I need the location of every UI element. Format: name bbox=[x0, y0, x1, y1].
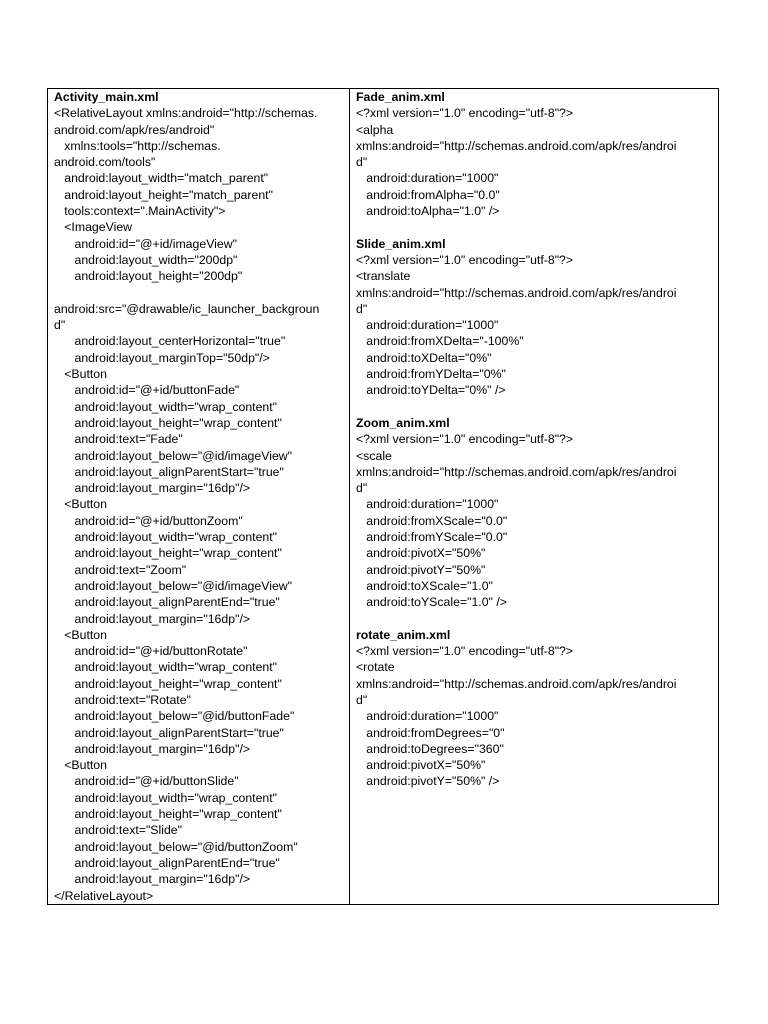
code-line: android:layout_height="wrap_content" bbox=[54, 415, 282, 430]
code-line: android:id="@+id/buttonSlide" bbox=[54, 774, 239, 789]
code-line: d" bbox=[356, 692, 368, 707]
code-line: android:layout_centerHorizontal="true" bbox=[54, 334, 286, 349]
code-line: android:duration="1000" bbox=[356, 497, 499, 512]
code-line: d" bbox=[356, 301, 368, 316]
code-line: android:toDegrees="360" bbox=[356, 741, 504, 756]
code-line: xmlns:tools="http://schemas. bbox=[54, 138, 221, 153]
code-line: <alpha bbox=[356, 122, 394, 137]
section-title: Slide_anim.xml bbox=[356, 236, 446, 251]
code-line: android:layout_height="200dp" bbox=[54, 269, 243, 284]
code-line: android:id="@+id/imageView" bbox=[54, 236, 237, 251]
code-line: <translate bbox=[356, 269, 411, 284]
code-line: android.com/tools" bbox=[54, 155, 156, 170]
code-line: android:id="@+id/buttonZoom" bbox=[54, 513, 243, 528]
code-line: android:duration="1000" bbox=[356, 709, 499, 724]
code-line: </RelativeLayout> bbox=[54, 888, 154, 903]
animation-files-cell bbox=[350, 89, 719, 905]
code-line: android:pivotY="50%" bbox=[356, 562, 486, 577]
code-line: android:layout_width="wrap_content" bbox=[54, 399, 278, 414]
code-line: android:layout_below="@id/buttonFade" bbox=[54, 709, 295, 724]
section-title: Zoom_anim.xml bbox=[356, 415, 450, 430]
section-title: rotate_anim.xml bbox=[356, 627, 451, 642]
code-line: android:id="@+id/buttonFade" bbox=[54, 383, 240, 398]
code-table-row bbox=[48, 89, 719, 905]
code-line: xmlns:android="http://schemas.android.com/apk/res/androi bbox=[356, 285, 677, 300]
code-line: android:layout_margin="16dp"/> bbox=[54, 741, 251, 756]
code-line: android:layout_margin="16dp"/> bbox=[54, 611, 251, 626]
code-line: android:layout_below="@id/imageView" bbox=[54, 448, 293, 463]
code-line: android:toXDelta="0%" bbox=[356, 350, 492, 365]
code-line: android:id="@+id/buttonRotate" bbox=[54, 644, 248, 659]
code-line bbox=[54, 285, 345, 301]
code-line: android:layout_height="match_parent" bbox=[54, 187, 273, 202]
code-line: <?xml version="1.0" encoding="utf-8"?> bbox=[356, 432, 574, 447]
section-title: Fade_anim.xml bbox=[356, 90, 445, 104]
code-line: android:fromDegrees="0" bbox=[356, 725, 505, 740]
section-spacer bbox=[356, 399, 714, 415]
code-line: android:layout_height="wrap_content" bbox=[54, 546, 282, 561]
code-line: d" bbox=[356, 155, 368, 170]
code-line: <scale bbox=[356, 448, 392, 463]
code-line: android:src="@drawable/ic_launcher_backgroun bbox=[54, 301, 320, 316]
code-line: android:layout_width="200dp" bbox=[54, 252, 238, 267]
code-line: d" bbox=[54, 318, 66, 333]
code-line: xmlns:android="http://schemas.android.com/apk/res/androi bbox=[356, 464, 677, 479]
code-line: <Button bbox=[54, 497, 107, 512]
code-line: android:fromAlpha="0.0" bbox=[356, 187, 500, 202]
code-line: android:text="Slide" bbox=[54, 823, 183, 838]
code-line: android:layout_alignParentStart="true" bbox=[54, 464, 284, 479]
code-line: <ImageView bbox=[54, 220, 133, 235]
code-line: android:layout_margin="16dp"/> bbox=[54, 872, 251, 887]
code-line: <?xml version="1.0" encoding="utf-8"?> bbox=[356, 106, 574, 121]
code-line: android:text="Rotate" bbox=[54, 692, 191, 707]
section-spacer bbox=[356, 219, 714, 235]
code-line: android:layout_marginTop="50dp"/> bbox=[54, 350, 270, 365]
code-line: <Button bbox=[54, 627, 107, 642]
code-line: android:toYScale="1.0" /> bbox=[356, 595, 507, 610]
code-line: android:fromXScale="0.0" bbox=[356, 513, 508, 528]
code-line: android:layout_margin="16dp"/> bbox=[54, 481, 251, 496]
code-line: android:text="Zoom" bbox=[54, 562, 187, 577]
activity-main-title: Activity_main.xml bbox=[54, 90, 159, 104]
code-line: android:fromYDelta="0%" bbox=[356, 367, 506, 382]
code-line: android:pivotX="50%" bbox=[356, 758, 486, 773]
code-line: android:layout_width="wrap_content" bbox=[54, 790, 278, 805]
code-line: xmlns:android="http://schemas.android.com/apk/res/androi bbox=[356, 138, 677, 153]
code-line: android:layout_alignParentEnd="true" bbox=[54, 595, 280, 610]
code-line: android:fromXDelta="-100%" bbox=[356, 334, 524, 349]
code-line: android:layout_alignParentStart="true" bbox=[54, 725, 284, 740]
code-line: xmlns:android="http://schemas.android.com/apk/res/androi bbox=[356, 676, 677, 691]
code-line: <rotate bbox=[356, 660, 395, 675]
code-line: android:toYDelta="0%" /> bbox=[356, 383, 506, 398]
code-line: android:duration="1000" bbox=[356, 171, 499, 186]
code-line: android:layout_below="@id/imageView" bbox=[54, 578, 293, 593]
code-line: android:pivotX="50%" bbox=[356, 546, 486, 561]
code-line: android:duration="1000" bbox=[356, 318, 499, 333]
code-line: android:layout_height="wrap_content" bbox=[54, 807, 282, 822]
section-spacer bbox=[356, 611, 714, 627]
code-line: tools:context=".MainActivity"> bbox=[54, 204, 226, 219]
code-line: android:layout_width="wrap_content" bbox=[54, 530, 278, 545]
code-line: <?xml version="1.0" encoding="utf-8"?> bbox=[356, 252, 574, 267]
code-line: <?xml version="1.0" encoding="utf-8"?> bbox=[356, 644, 574, 659]
code-line: android:toAlpha="1.0" /> bbox=[356, 204, 500, 219]
code-line: android:fromYScale="0.0" bbox=[356, 530, 508, 545]
activity-main-cell bbox=[48, 89, 350, 905]
code-line: <Button bbox=[54, 758, 107, 773]
code-line: <Button bbox=[54, 367, 107, 382]
code-line: android:layout_width="match_parent" bbox=[54, 171, 269, 186]
code-line: android:layout_below="@id/buttonZoom" bbox=[54, 839, 298, 854]
animation-files-content bbox=[350, 89, 718, 790]
code-line: android:layout_alignParentEnd="true" bbox=[54, 855, 280, 870]
code-line: android:layout_width="wrap_content" bbox=[54, 660, 278, 675]
code-line: android:toXScale="1.0" bbox=[356, 578, 493, 593]
code-line: <RelativeLayout xmlns:android="http://schemas. bbox=[54, 106, 318, 121]
activity-main-content bbox=[48, 89, 349, 904]
code-line: android.com/apk/res/android" bbox=[54, 122, 215, 137]
code-line: android:pivotY="50%" /> bbox=[356, 774, 500, 789]
code-table bbox=[47, 88, 719, 905]
code-line: d" bbox=[356, 481, 368, 496]
code-line: android:layout_height="wrap_content" bbox=[54, 676, 282, 691]
code-line: android:text="Fade" bbox=[54, 432, 183, 447]
